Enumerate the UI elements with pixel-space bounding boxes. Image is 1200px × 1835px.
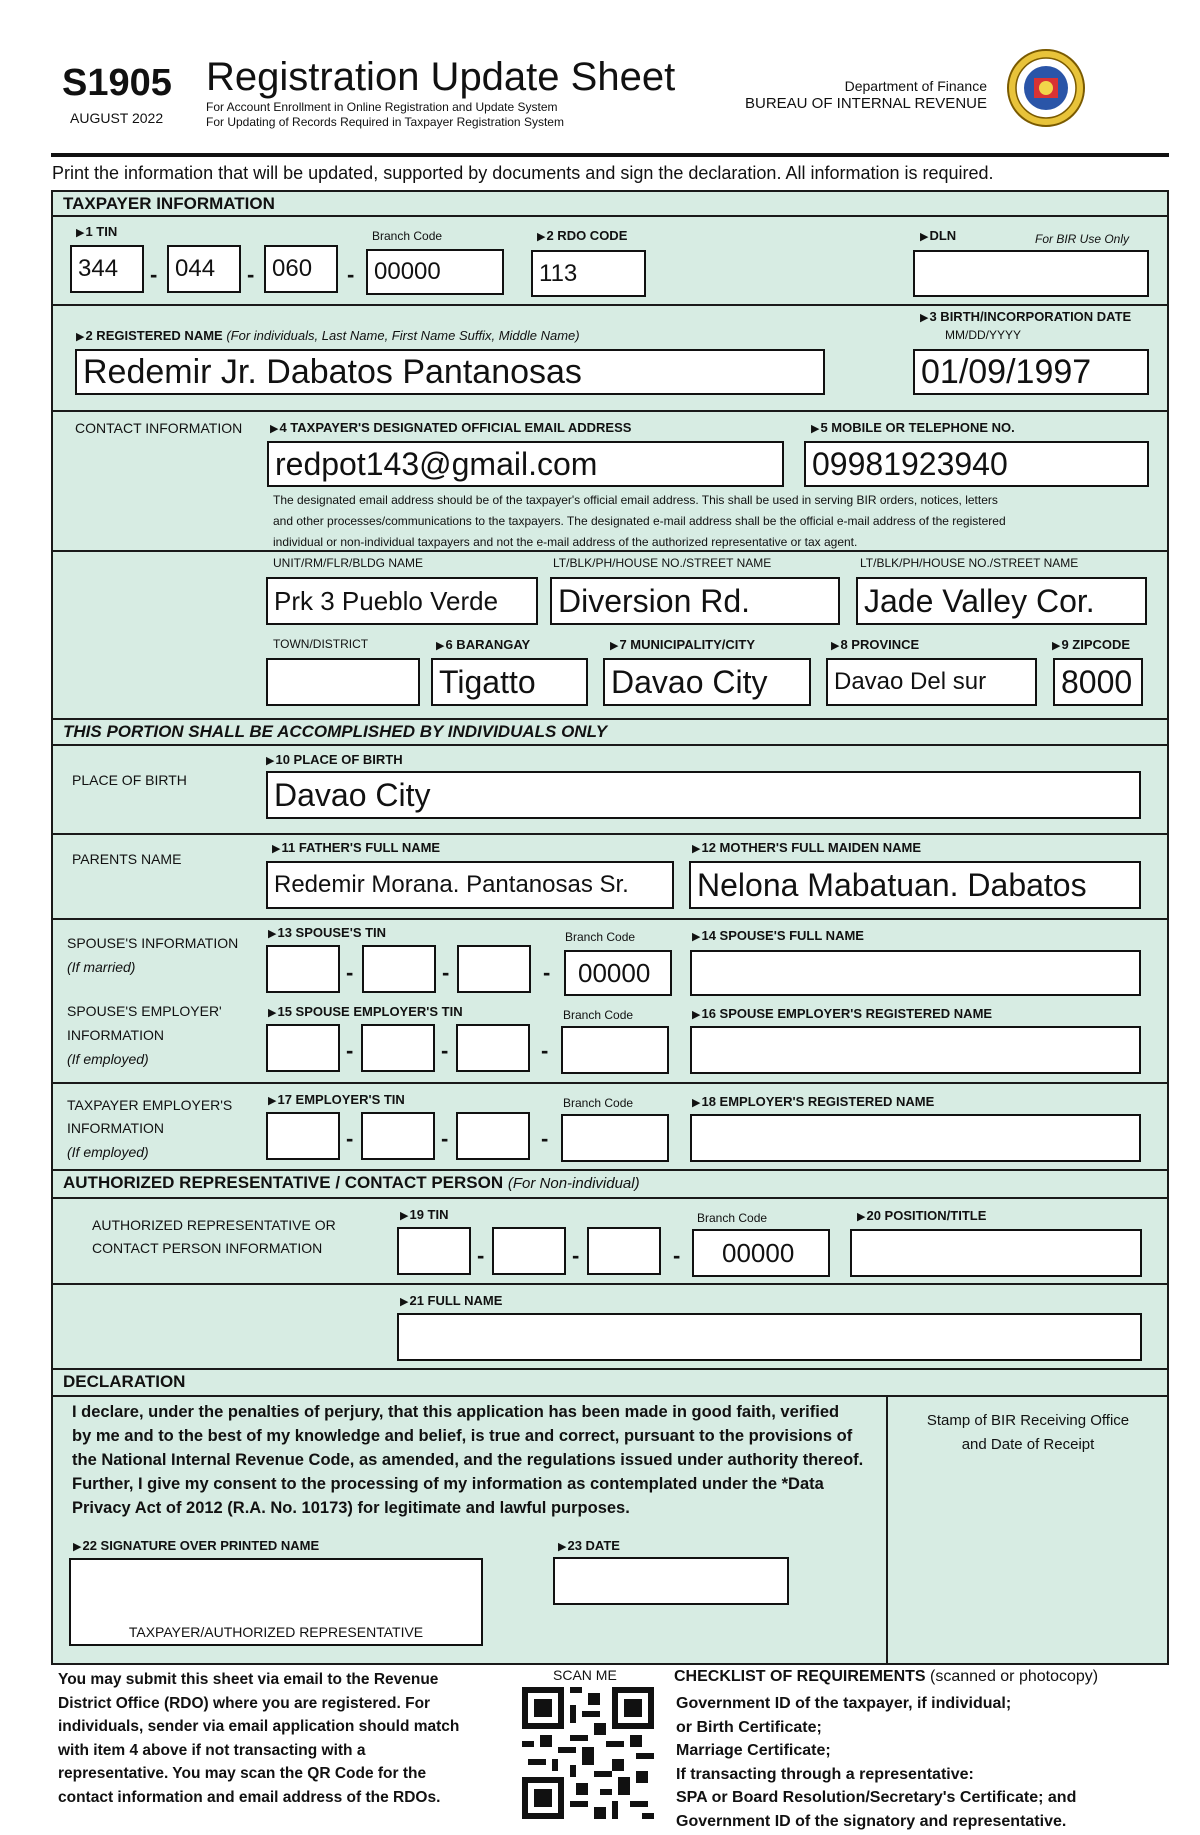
- spouse-tin-part-2[interactable]: [362, 945, 436, 993]
- spouse-emp-tin-label: ▶ 15 SPOUSE EMPLOYER'S TIN: [268, 1004, 463, 1019]
- town-label: TOWN/DISTRICT: [273, 637, 369, 651]
- footer-line-5: representative. You may scan the QR Code for the: [58, 1765, 427, 1782]
- father-field[interactable]: Redemir Morana. Pantanosas Sr.: [266, 861, 674, 909]
- rep-tin-part-1[interactable]: [397, 1227, 471, 1275]
- contact-info-label: CONTACT INFORMATION: [75, 420, 243, 436]
- spouse-section-label: SPOUSE'S INFORMATION: [67, 935, 239, 951]
- footer-line-3: individuals, sender via email application should match: [58, 1718, 460, 1735]
- city-field[interactable]: Davao City: [603, 658, 811, 706]
- page-title: Registration Update Sheet: [206, 55, 676, 99]
- street-field[interactable]: Diversion Rd.: [550, 577, 840, 625]
- province-label: ▶ 8 PROVINCE: [831, 637, 919, 652]
- date-label: ▶ 23 DATE: [558, 1538, 620, 1553]
- spouse-branch-field[interactable]: 00000: [564, 950, 672, 996]
- emp-section-label-2: INFORMATION: [67, 1120, 164, 1136]
- checklist-item: If transacting through a representative:: [676, 1765, 974, 1783]
- footer-line-2: District Office (RDO) where you are registered. For: [58, 1694, 431, 1712]
- spouse-emp-tin-part-3[interactable]: [456, 1024, 530, 1072]
- dln-label: ▶ DLN: [920, 228, 956, 243]
- declaration-line-4: Further, I give my consent to the processing of my information as contemplated under the *Data: [72, 1475, 824, 1493]
- emp-branch-label: Branch Code: [563, 1096, 634, 1110]
- branch-code-label: Branch Code: [372, 229, 443, 243]
- rep-branch-label: Branch Code: [697, 1211, 768, 1225]
- spouse-emp-section-label-1: SPOUSE'S EMPLOYER': [67, 1003, 222, 1019]
- checklist-item: Government ID of the taxpayer, if individual;: [676, 1695, 1012, 1712]
- declaration-line-1: I declare, under the penalties of perjury, that this application has been made in good faith, verified: [72, 1403, 840, 1421]
- email-note-2: and other processes/communications to the taxpayers. The designated e-mail address shall be the official e-mail address of the registered: [273, 514, 1006, 528]
- rep-branch-field[interactable]: 00000: [692, 1229, 830, 1277]
- declaration-section-title-bar: [51, 1370, 1169, 1395]
- street2-label: LT/BLK/PH/HOUSE NO./STREET NAME: [860, 556, 1079, 570]
- emp-section-note: (If employed): [67, 1144, 149, 1160]
- tin-part-3[interactable]: 060: [264, 245, 338, 293]
- birth-date-field[interactable]: 01/09/1997: [913, 349, 1149, 395]
- signature-caption: TAXPAYER/AUTHORIZED REPRESENTATIVE: [128, 1624, 424, 1640]
- emp-name-field[interactable]: [690, 1114, 1141, 1162]
- spouse-emp-branch-field[interactable]: [561, 1026, 669, 1074]
- date-field[interactable]: [553, 1557, 789, 1605]
- authorized-info-label-2: CONTACT PERSON INFORMATION: [92, 1240, 323, 1256]
- mother-field[interactable]: Nelona Mabatuan. Dabatos: [689, 861, 1141, 909]
- email-note-3: individual or non-individual taxpayers and not the e-mail address of the authorized representative or tax agent.: [273, 535, 858, 549]
- spouse-branch-label: Branch Code: [565, 930, 636, 944]
- individual-section-title: THIS PORTION SHALL BE ACCOMPLISHED BY INDIVIDUALS ONLY: [63, 722, 608, 741]
- tin-label: ▶ 1 TIN: [76, 224, 117, 239]
- subtitle-2: For Updating of Records Required in Taxpayer Registration System: [206, 115, 564, 129]
- spouse-name-field[interactable]: [690, 950, 1141, 996]
- unit-field[interactable]: Prk 3 Pueblo Verde: [266, 577, 538, 625]
- spouse-emp-section-label-2: INFORMATION: [67, 1027, 164, 1043]
- footer-line-4: with item 4 above if not transacting with a: [58, 1741, 366, 1759]
- position-label: ▶ 20 POSITION/TITLE: [857, 1208, 986, 1223]
- stamp-label-1: Stamp of BIR Receiving Office: [926, 1412, 1130, 1429]
- zip-field[interactable]: 8000: [1053, 658, 1143, 706]
- taxpayer-section-title: TAXPAYER INFORMATION: [63, 194, 275, 213]
- qr-code-icon[interactable]: [522, 1685, 654, 1821]
- street2-field[interactable]: Jade Valley Cor.: [856, 577, 1147, 625]
- spouse-emp-tin-part-1[interactable]: [266, 1024, 340, 1072]
- checklist: [676, 1692, 1076, 1833]
- dln-field[interactable]: [913, 250, 1149, 297]
- bir-seal-icon: [1006, 44, 1086, 132]
- email-label: ▶ 4 TAXPAYER'S DESIGNATED OFFICIAL EMAIL ADDRESS: [270, 420, 631, 435]
- spouse-emp-name-field[interactable]: [690, 1026, 1141, 1074]
- declaration-line-2: by me and to the best of my knowledge and belief, is true and correct, pursuant to the provisions of: [72, 1427, 853, 1445]
- pob-field[interactable]: Davao City: [266, 771, 1141, 819]
- spouse-emp-name-label: ▶ 16 SPOUSE EMPLOYER'S REGISTERED NAME: [692, 1006, 992, 1021]
- checklist-item: Marriage Certificate;: [676, 1742, 831, 1759]
- authorized-info-label-1: AUTHORIZED REPRESENTATIVE OR: [92, 1217, 336, 1233]
- scan-me-label: SCAN ME: [553, 1667, 617, 1683]
- rep-tin-part-3[interactable]: [587, 1227, 661, 1275]
- spouse-tin-part-1[interactable]: [266, 945, 340, 993]
- emp-tin-part-2[interactable]: [361, 1112, 435, 1160]
- checklist-item: or Birth Certificate;: [676, 1718, 822, 1736]
- rdo-label: ▶ 2 RDO CODE: [537, 228, 627, 243]
- rep-tin-label: ▶ 19 TIN: [400, 1207, 448, 1222]
- pob-label: ▶ 10 PLACE OF BIRTH: [266, 752, 403, 767]
- pob-section-label: PLACE OF BIRTH: [72, 772, 187, 788]
- form-date: AUGUST 2022: [70, 110, 164, 126]
- rep-fullname-label: ▶ 21 FULL NAME: [400, 1293, 502, 1308]
- registered-name-label: ▶ 2 REGISTERED NAME (For individuals, Last Name, First Name Suffix, Middle Name): [76, 328, 580, 343]
- spouse-emp-branch-label: Branch Code: [563, 1008, 634, 1022]
- spouse-name-label: ▶ 14 SPOUSE'S FULL NAME: [692, 928, 864, 943]
- birth-date-format: MM/DD/YYYY: [945, 328, 1022, 342]
- authorized-section-title-bar: [51, 1171, 1169, 1197]
- bureau-name: BUREAU OF INTERNAL REVENUE: [745, 95, 987, 112]
- registered-name-field[interactable]: Redemir Jr. Dabatos Pantanosas: [75, 349, 825, 395]
- spouse-section-note: (If married): [67, 959, 136, 975]
- individual-section-title-bar: [51, 720, 1169, 744]
- footer-line-1: You may submit this sheet via email to the Revenue: [58, 1671, 439, 1688]
- barangay-label: ▶ 6 BARANGAY: [436, 637, 530, 652]
- zip-label: ▶ 9 ZIPCODE: [1052, 637, 1130, 652]
- spouse-tin-label: ▶ 13 SPOUSE'S TIN: [268, 925, 386, 940]
- rep-tin-part-2[interactable]: [492, 1227, 566, 1275]
- subtitle-1: For Account Enrollment in Online Registration and Update System: [206, 100, 558, 114]
- declaration-line-5: Privacy Act of 2012 (R.A. No. 10173) for legitimate and lawful purposes.: [72, 1499, 630, 1517]
- instruction-text: Print the information that will be updated, supported by documents and sign the declaration. All information is required.: [52, 163, 994, 183]
- checklist-item: SPA or Board Resolution/Secretary's Certificate; and: [676, 1789, 1077, 1806]
- footer-note: [58, 1668, 498, 1809]
- spouse-emp-section-note: (If employed): [67, 1051, 149, 1067]
- father-label: ▶ 11 FATHER'S FULL NAME: [272, 840, 440, 855]
- parents-section-label: PARENTS NAME: [72, 851, 182, 867]
- unit-label: UNIT/RM/FLR/BLDG NAME: [273, 556, 424, 570]
- declaration-text: [72, 1400, 882, 1520]
- street-label: LT/BLK/PH/HOUSE NO./STREET NAME: [553, 556, 772, 570]
- emp-tin-part-3[interactable]: [456, 1112, 530, 1160]
- dln-note: For BIR Use Only: [1035, 232, 1130, 246]
- footer-line-6: contact information and email address of the RDOs.: [58, 1788, 441, 1806]
- city-label: ▶ 7 MUNICIPALITY/CITY: [610, 637, 755, 652]
- emp-section-label-1: TAXPAYER EMPLOYER'S: [67, 1097, 233, 1113]
- position-field[interactable]: [850, 1229, 1142, 1277]
- header-rule: [51, 153, 1169, 157]
- email-field[interactable]: redpot143@gmail.com: [267, 441, 784, 487]
- declaration-line-3: the National Internal Revenue Code, as amended, and the regulations issued under authority thereof.: [72, 1451, 864, 1469]
- phone-label: ▶ 5 MOBILE OR TELEPHONE NO.: [811, 420, 1015, 435]
- emp-tin-part-1[interactable]: [266, 1112, 340, 1160]
- dept-name: Department of Finance: [844, 78, 987, 94]
- declaration-section-title: DECLARATION: [63, 1372, 186, 1391]
- barangay-field[interactable]: Tigatto: [431, 658, 588, 706]
- emp-name-label: ▶ 18 EMPLOYER'S REGISTERED NAME: [692, 1094, 934, 1109]
- emp-branch-field[interactable]: [561, 1114, 669, 1162]
- emp-tin-label: ▶ 17 EMPLOYER'S TIN: [268, 1092, 405, 1107]
- rep-fullname-field[interactable]: [397, 1313, 1142, 1361]
- birth-date-label: ▶ 3 BIRTH/INCORPORATION DATE: [920, 309, 1131, 324]
- form-number: S1905: [62, 62, 172, 104]
- town-field[interactable]: [266, 658, 420, 706]
- province-field[interactable]: Davao Del sur: [826, 658, 1037, 706]
- branch-code-field[interactable]: 00000: [366, 249, 504, 295]
- spouse-tin-part-3[interactable]: [457, 945, 531, 993]
- checklist-title: CHECKLIST OF REQUIREMENTS (scanned or photocopy): [674, 1668, 1099, 1685]
- authorized-section-title: AUTHORIZED REPRESENTATIVE / CONTACT PERSON (For Non-individual): [63, 1173, 640, 1192]
- rdo-field[interactable]: 113: [531, 250, 646, 297]
- phone-field[interactable]: 09981923940: [804, 441, 1149, 487]
- spouse-emp-tin-part-2[interactable]: [361, 1024, 435, 1072]
- mother-label: ▶ 12 MOTHER'S FULL MAIDEN NAME: [692, 840, 921, 855]
- stamp-label-2: and Date of Receipt: [961, 1436, 1095, 1453]
- tin-part-2[interactable]: 044: [167, 245, 241, 293]
- email-note-1: The designated email address should be of the taxpayer's official email address. This shall be used in serving BIR orders, notices, letters: [273, 493, 998, 507]
- tin-part-1[interactable]: 344: [70, 245, 144, 293]
- taxpayer-section-title-bar: [51, 190, 1169, 215]
- signature-label: ▶ 22 SIGNATURE OVER PRINTED NAME: [73, 1538, 319, 1553]
- checklist-item: Government ID of the signatory and representative.: [676, 1812, 1067, 1830]
